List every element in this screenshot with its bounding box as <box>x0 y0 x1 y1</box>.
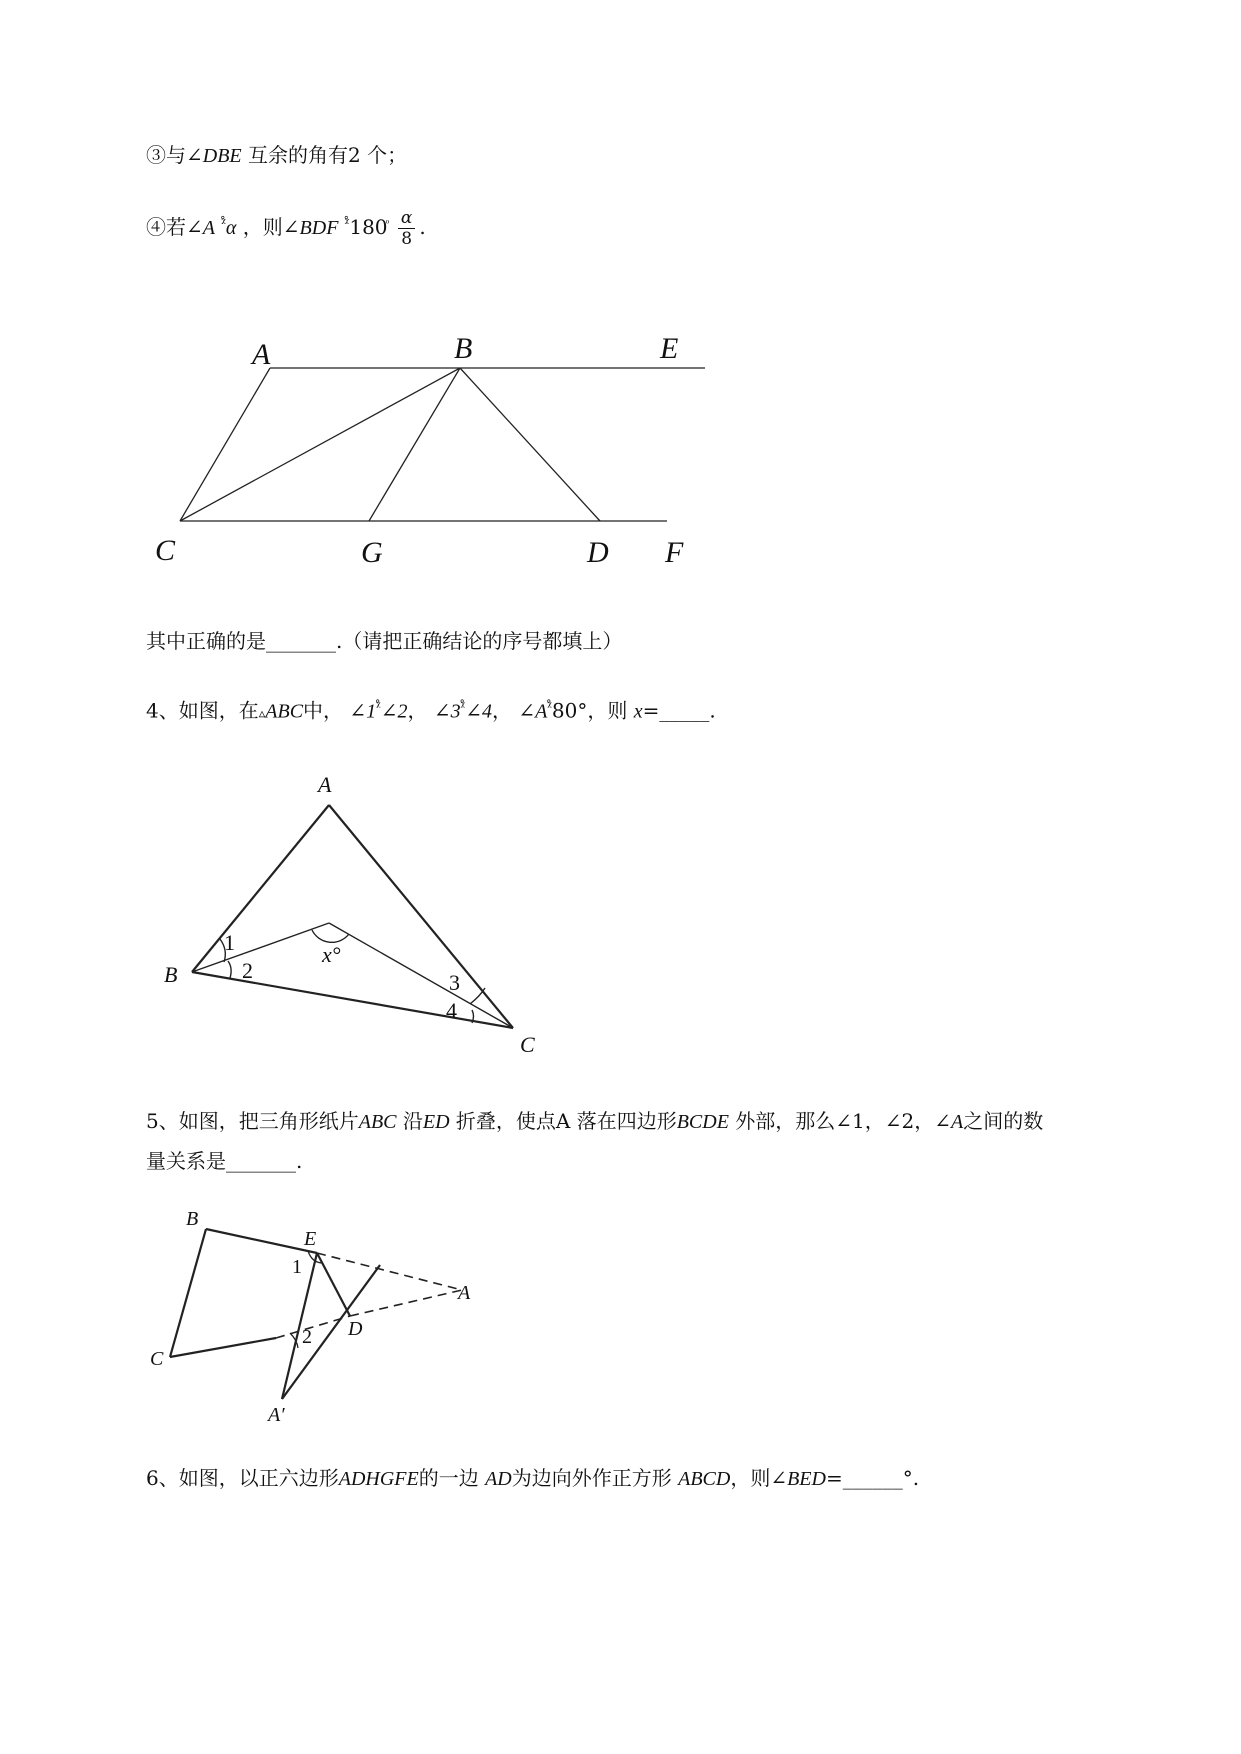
label-angle-1: 1 <box>292 1256 302 1278</box>
label-a-prime: A′ <box>268 1404 285 1426</box>
q4-sep1: ， <box>407 698 428 723</box>
label-x: x° <box>322 942 341 967</box>
dashed-cd <box>276 1316 350 1338</box>
question-4 <box>146 693 716 728</box>
arc-4 <box>472 1010 474 1023</box>
q5-tail: 外部，那么∠1，∠2， <box>735 1109 935 1133</box>
q5-pre: 5、如图，把三角形纸片 <box>146 1109 359 1133</box>
q5-along: 沿 <box>402 1109 423 1133</box>
q5-end: 之间的数 <box>963 1109 1044 1133</box>
label-b: B <box>164 962 178 987</box>
item4-angle-a: ∠A <box>186 217 215 239</box>
figure-fold <box>140 1205 500 1435</box>
q6-tail: ，则∠ <box>730 1466 788 1490</box>
q4-angle-a: ∠A <box>518 700 548 723</box>
side-ac <box>329 805 513 1028</box>
item4-prefix: ④若 <box>146 215 186 239</box>
label-angle-2: 2 <box>302 1326 312 1348</box>
q4-eq1: ᵡ̊ <box>376 699 381 713</box>
q4-tail: ，则 <box>587 698 628 723</box>
label-a: A <box>318 772 332 797</box>
item3-text: 互余的角有 <box>248 143 348 167</box>
q4-eq3: ᵡ̊ <box>547 699 552 713</box>
question-5-line1 <box>146 1108 1043 1135</box>
item3-count: 2 <box>348 143 361 167</box>
q6-bed: BED <box>787 1468 826 1490</box>
question-5-line2: 量关系是_______. <box>146 1149 303 1173</box>
q6-abcd: ABCD <box>678 1468 731 1490</box>
label-angle-4: 4 <box>446 998 457 1023</box>
label-c: C <box>155 534 176 567</box>
item4-fraction <box>398 208 415 249</box>
q5-angle-a: ∠A <box>934 1111 964 1133</box>
q4-mid: 中， <box>303 698 344 723</box>
dashed-ea <box>317 1253 462 1290</box>
arc-2 <box>228 961 231 978</box>
label-b: B <box>454 332 473 365</box>
segment-c-cross <box>170 1338 276 1357</box>
q4-angle3: ∠3 <box>433 700 461 723</box>
label-e: E <box>660 332 679 365</box>
segment-bd <box>460 368 600 521</box>
segment-bg <box>369 368 460 521</box>
label-b: B <box>186 1208 199 1230</box>
q4-angle4: ∠4 <box>465 700 492 723</box>
question-6 <box>146 1465 919 1492</box>
q4-x: x <box>633 700 643 723</box>
triangle-symbol: ▵ <box>258 706 266 722</box>
label-d: D <box>348 1318 363 1340</box>
label-a: A <box>252 338 271 371</box>
item-3 <box>146 142 407 169</box>
label-c: C <box>150 1348 164 1370</box>
q6-ad: AD <box>485 1468 512 1490</box>
item4-alpha: α <box>225 217 237 239</box>
q4-blank: =_____. <box>642 698 716 723</box>
figure-parallelogram <box>140 320 720 580</box>
q5-abc: ABC <box>358 1111 397 1133</box>
segment-ac <box>180 368 270 521</box>
item3-prefix: ③与 <box>146 143 186 167</box>
label-a: A <box>458 1282 471 1304</box>
q6-mid: 的一边 <box>418 1466 479 1490</box>
segment-be <box>206 1229 317 1253</box>
q5-bcde: BCDE <box>676 1111 729 1133</box>
q6-hexagon: ADHGFE <box>338 1468 419 1490</box>
item3-suffix: 个； <box>367 143 408 167</box>
item4-comma: ，则 <box>242 215 283 239</box>
label-e: E <box>304 1228 317 1250</box>
item4-angle-bdf: ∠BDF <box>282 217 339 239</box>
fraction-denominator: 8 <box>401 229 413 249</box>
q4-angle1: ∠1 <box>349 700 377 723</box>
q5-mid: 折叠，使点A 落在四边形 <box>455 1109 677 1133</box>
q4-pre: 4、如图，在 <box>146 698 259 723</box>
label-c: C <box>520 1032 535 1057</box>
label-angle-3: 3 <box>449 970 460 995</box>
item4-val: 180 <box>349 215 388 239</box>
label-angle-1: 1 <box>224 930 235 955</box>
segment-bc <box>180 368 460 521</box>
label-angle-2: 2 <box>242 958 253 983</box>
q4-angle2: ∠2 <box>380 700 408 723</box>
fraction-numerator: α <box>398 208 415 229</box>
answer-line: 其中正确的是_______.（请把正确结论的序号都填上） <box>146 629 623 653</box>
item4-rel1: ᵡ̊ <box>221 215 226 230</box>
item4-rel2: ᵡ̊ <box>344 215 350 230</box>
item-4 <box>146 208 426 249</box>
q4-deg: 80° <box>551 698 588 723</box>
arc-3 <box>470 988 485 1004</box>
q6-blank: =______°. <box>825 1466 920 1490</box>
dashed-da <box>350 1290 462 1316</box>
figure-triangle-abc <box>150 760 570 1060</box>
q4-eq2: ᵡ̊ <box>460 699 466 713</box>
q4-sep2: ， <box>491 698 512 723</box>
item3-angle: ∠DBE <box>186 145 242 167</box>
q6-pre: 6、如图，以正六边形 <box>146 1466 339 1490</box>
q5-ed: ED <box>422 1111 450 1133</box>
label-g: G <box>361 536 383 569</box>
label-d: D <box>587 536 609 569</box>
label-f: F <box>665 536 684 569</box>
item4-end: . <box>419 215 426 239</box>
q6-mid2: 为边向外作正方形 <box>511 1466 672 1490</box>
q4-abc: ABC <box>265 700 304 723</box>
segment-bc <box>170 1229 206 1357</box>
